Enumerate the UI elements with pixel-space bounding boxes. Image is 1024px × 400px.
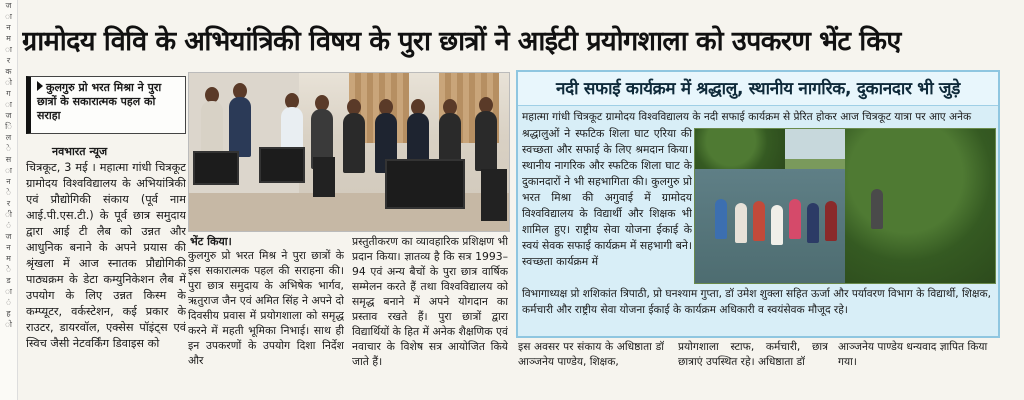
edge-glyph: न	[6, 243, 11, 252]
article-continuation	[518, 340, 998, 396]
edge-glyph: ो	[5, 320, 12, 329]
edge-glyph: ा	[5, 45, 12, 54]
photo-trees	[695, 129, 785, 169]
photo-person	[715, 199, 727, 239]
photo-person	[789, 199, 801, 239]
edge-glyph: ी	[5, 210, 12, 219]
edge-glyph: ं	[6, 221, 11, 230]
river-cleanup-intro: महात्मा गांधी चित्रकूट ग्रामोदय विश्वविद्यालय के नदी सफाई कार्यक्रम से प्रेरित होकर आज चित्रकूट यात्रा पर आए अनेक	[522, 111, 972, 123]
edge-glyph: ा	[5, 12, 12, 21]
edge-glyph: म	[6, 34, 11, 43]
edge-glyph: क	[5, 67, 12, 76]
article-left	[22, 72, 512, 400]
main-headline: ग्रामोदय विवि के अभियांत्रिकी विषय के पुरा छात्रों ने आईटी प्रयोगशाला को उपकरण भेंट किए	[22, 26, 901, 57]
river-cleanup-photo	[694, 128, 996, 284]
edge-glyph: ल	[5, 133, 12, 142]
edge-glyph: ा	[5, 287, 12, 296]
photo-person	[343, 113, 365, 173]
edge-glyph: ज	[5, 232, 12, 241]
edge-glyph: ि	[5, 122, 12, 131]
continuation-column-2: प्रयोगशाला स्टाफ, कर्मचारी, छात्र छात्राएं उपस्थित रहे। अधिष्ठाता डॉ	[678, 341, 828, 368]
edge-glyph: र	[6, 199, 11, 208]
continuation-column-3: आञ्जनेय पाण्डेय धन्यवाद ज्ञापित किया गया।	[838, 341, 988, 368]
edge-glyph: ा	[5, 166, 12, 175]
lab-photo	[188, 72, 510, 232]
edge-glyph: ो	[5, 78, 12, 87]
continuation-column-1: इस अवसर पर संकाय के अधिष्ठाता डॉ आञ्जनेय पाण्डेय, शिक्षक,	[518, 341, 664, 368]
edge-glyph: े	[6, 188, 11, 197]
photo-person	[735, 203, 747, 243]
edge-glyph: ं	[6, 298, 11, 307]
photo-person	[807, 203, 819, 243]
edge-glyph: े	[6, 265, 11, 274]
cpu-tower-icon	[313, 157, 335, 197]
monitor-icon	[385, 159, 465, 209]
monitor-icon	[193, 151, 239, 185]
triangle-bullet-icon	[37, 81, 43, 91]
edge-glyph: ग	[6, 89, 11, 98]
highlight-callout	[26, 76, 186, 134]
photo-person	[229, 97, 251, 157]
edge-glyph: ज	[5, 1, 12, 10]
monitor-icon	[259, 147, 305, 183]
river-cleanup-participants: विभागाध्यक्ष प्रो शशिकांत त्रिपाठी, प्रो घनश्याम गुप्ता, डॉ उमेश शुक्ला सहित ऊर्जा और पर्यावरण विभाग के विद्यार्थी, शिक्षक, कर्मचारी और राष्ट्रीय सेवा योजना ईकाई के कार्यक्रम अधिकारी व स्वयंसेवक मौजूद रहे।	[522, 288, 991, 316]
river-cleanup-box	[516, 70, 1000, 338]
river-cleanup-body: श्रद्धालुओं ने स्फटिक शिला घाट एरिया की स्वच्छता और सफाई के लिए श्रमदान किया। स्थानीय नागरिक और स्फटिक शिला घाट के दुकानदारों ने भी सहभागिता की। कुलगुरु प्रो भरत मिश्रा की अगुवाई में ग्रामोदय विश्वविद्यालय के विद्यार्थी और शिक्षक भी शामिल हुए। राष्ट्रीय सेवा योजना ईकाई के स्वयं सेवक सफाई कार्यक्रम में सहभागी बने। स्वच्छता कार्यक्रम में	[522, 127, 692, 268]
cpu-tower-icon	[481, 169, 507, 221]
edge-glyph: े	[6, 144, 11, 153]
edge-glyph: र	[6, 56, 11, 65]
edge-glyph: ज	[5, 111, 12, 120]
photo-person	[825, 201, 837, 241]
photo-caption: भेंट किया।	[190, 235, 232, 248]
photo-trees	[845, 129, 996, 284]
river-cleanup-headline: नदी सफाई कार्यक्रम में श्रद्धालु, स्थानीय नागरिक, दुकानदार भी जुड़े	[518, 72, 998, 106]
edge-glyph: म	[6, 254, 11, 263]
photo-person	[871, 189, 883, 229]
photo-person	[475, 111, 497, 171]
edge-glyph: स	[5, 155, 12, 164]
edge-glyph: ड	[6, 276, 11, 285]
edge-glyph: ा	[5, 100, 12, 109]
byline: नवभारत न्यूज	[52, 145, 108, 158]
callout-text: कुलगुरु प्रो भरत मिश्रा ने पुरा छात्रों के सकारात्मक पहल को सराहा	[37, 81, 162, 122]
adjacent-column-edge	[0, 0, 18, 400]
article-column-3: प्रस्तुतीकरण का व्यावहारिक प्रशिक्षण भी प्रदान किया। ज्ञातव्य है कि सत्र 1993–94 एवं अन्य बैचों के पुरा छात्र वार्षिक सम्मेलन करते हैं तथा विश्वविद्यालय को समृद्ध बनाने में अपने योगदान का प्रस्ताव रखते हैं। पुरा छात्रों द्वारा विद्यार्थियों के हित में अनेक शैक्षणिक एवं नवाचार के विशेष सत्र आयोजित किये जाते हैं।	[352, 235, 508, 368]
photo-person	[753, 201, 765, 241]
edge-glyph: न	[6, 177, 11, 186]
article-column-1: चित्रकूट, 3 मई । महात्मा गांधी चित्रकूट ग्रामोदय विश्वविद्यालय के अभियांत्रिकी एवं प्रौद्योगिकी संकाय (पूर्व नाम आई.पी.एस.टी.) के पूर्व छात्र समुदाय द्वारा आई टी लैब को उन्नत और आधुनिक बनाने के अपने प्रयास की श्रृंखला में आज स्नातक प्रौद्योगिकी पाठ्यक्रम के डेटा कम्युनिकेशन लैब में उपयोग के लिए उन्नत किस्म के कम्प्यूटर, वर्कस्टेशन, कई प्रकार के राउटर, डायरवॉल, एक्सेस पॉइंट्स एवं स्विच जैसी नेटवर्किंग डिवाइस को	[26, 161, 186, 350]
edge-glyph: ह	[6, 309, 11, 318]
article-column-2: कुलगुरु प्रो भरत मिश्र ने पुरा छात्रों के इस सकारात्मक पहल की सराहना की। पुरा छात्र समुदाय के अभिषेक भार्गव, ऋतुराज जैन एवं अमित सिंह ने अपने दो दिवसीय प्रवास में प्रयोगशाला को समृद्ध करने में महती भूमिका निभाई। साथ ही इन उपकरणों के उपयोग दिशा निर्देश और	[188, 249, 344, 367]
photo-person	[771, 205, 783, 245]
edge-glyph: न	[6, 23, 11, 32]
